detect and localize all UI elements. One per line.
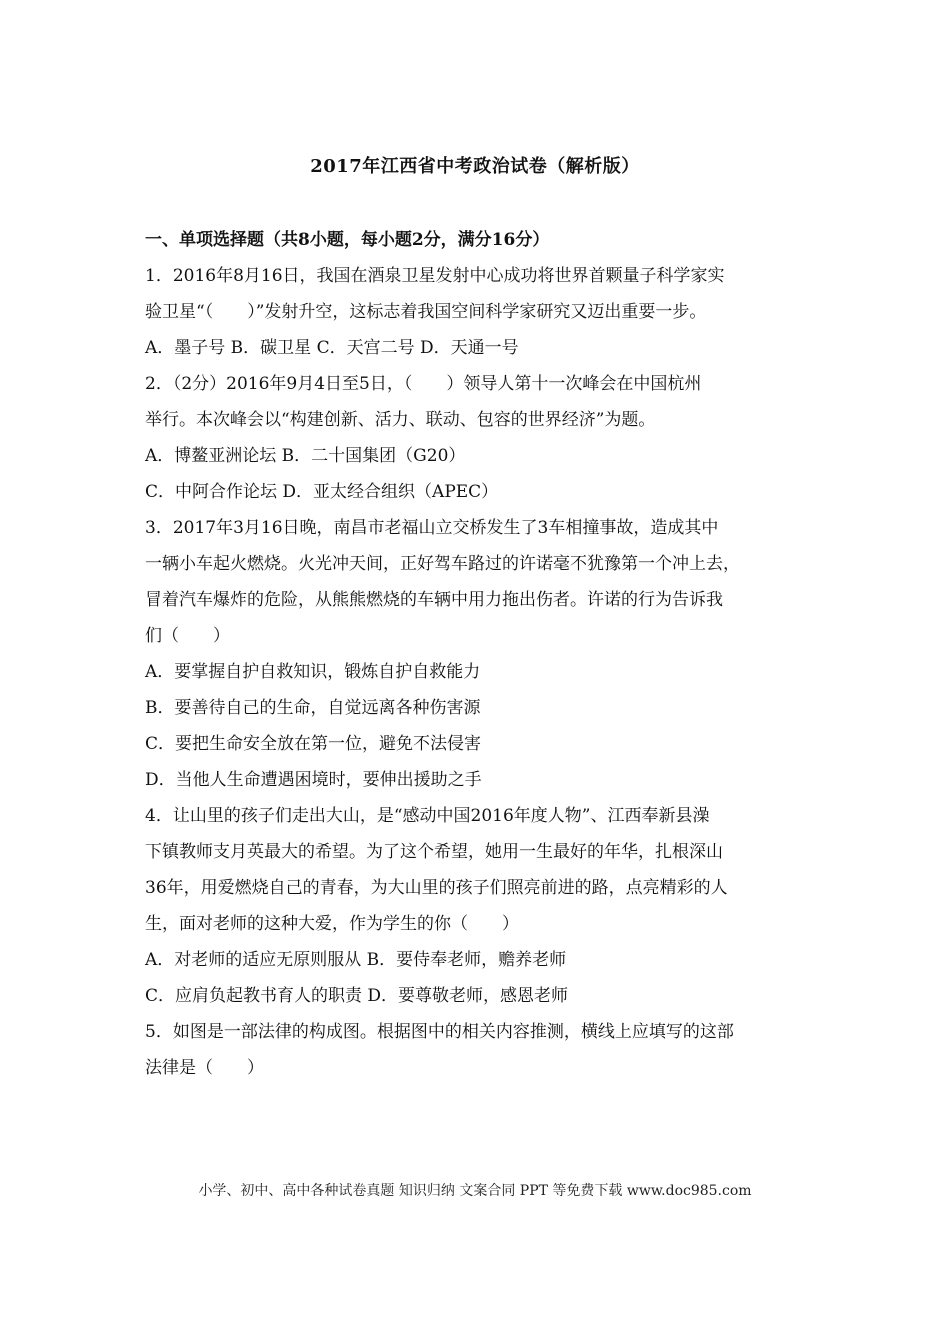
text-line: 法律是（ ） [145, 1058, 264, 1078]
section-heading: 一、单项选择题（共8小题，每小题2分，满分16分） [145, 230, 550, 250]
text-line: C．应肩负起教书育人的职责 D．要尊敬老师，感恩老师 [145, 986, 569, 1006]
text-line: A．博鳌亚洲论坛 B．二十国集团（G20） [145, 446, 466, 466]
page-footer: 小学、初中、高中各种试卷真题 知识归纳 文案合同 PPT 等免费下载 www.doc985.com [198, 1183, 752, 1199]
text-line: D．当他人生命遭遇困境时，要伸出援助之手 [145, 770, 482, 790]
text-line: 3．2017年3月16日晚，南昌市老福山立交桥发生了3车相撞事故，造成其中 [145, 518, 719, 538]
text-line: 36年，用爱燃烧自己的青春，为大山里的孩子们照亮前进的路，点亮精彩的人 [145, 878, 728, 898]
text-line: A．要掌握自护自救知识，锻炼自护自救能力 [145, 662, 481, 682]
text-line: 举行。本次峰会以“构建创新、活力、联动、包容的世界经济”为题。 [145, 410, 656, 430]
text-line: 5．如图是一部法律的构成图。根据图中的相关内容推测，横线上应填写的这部 [145, 1022, 734, 1042]
text-line: 们（ ） [145, 626, 230, 646]
text-line: B．要善待自己的生命，自觉远离各种伤害源 [145, 698, 481, 718]
text-line: 一辆小车起火燃烧。火光冲天间，正好驾车路过的许诺毫不犹豫第一个冲上去， [145, 554, 740, 574]
text-line: 1．2016年8月16日，我国在酒泉卫星发射中心成功将世界首颗量子科学家实 [145, 266, 725, 286]
text-line: 生，面对老师的这种大爱，作为学生的你（ ） [145, 914, 519, 934]
text-line: 2．（2分）2016年9月4日至5日，（ ）领导人第十一次峰会在中国杭州 [145, 374, 702, 394]
text-line: 4．让山里的孩子们走出大山，是“感动中国2016年度人物”、江西奉新县澡 [145, 806, 710, 826]
text-line: C．中阿合作论坛 D．亚太经合组织（APEC） [145, 482, 499, 502]
text-line: 冒着汽车爆炸的危险，从熊熊燃烧的车辆中用力拖出伤者。许诺的行为告诉我 [145, 590, 723, 610]
text-line: A．对老师的适应无原则服从 B．要侍奉老师，赡养老师 [145, 950, 567, 970]
page-title: 2017年江西省中考政治试卷（解析版） [310, 156, 640, 177]
text-line: A．墨子号 B．碳卫星 C．天宫二号 D．天通一号 [145, 338, 519, 358]
text-line: C．要把生命安全放在第一位，避免不法侵害 [145, 734, 482, 754]
text-line: 下镇教师支月英最大的希望。为了这个希望，她用一生最好的年华，扎根深山 [145, 842, 723, 862]
document-body [145, 222, 825, 1086]
text-line: 验卫星“（ ）”发射升空，这标志着我国空间科学家研究又迈出重要一步。 [145, 302, 707, 322]
